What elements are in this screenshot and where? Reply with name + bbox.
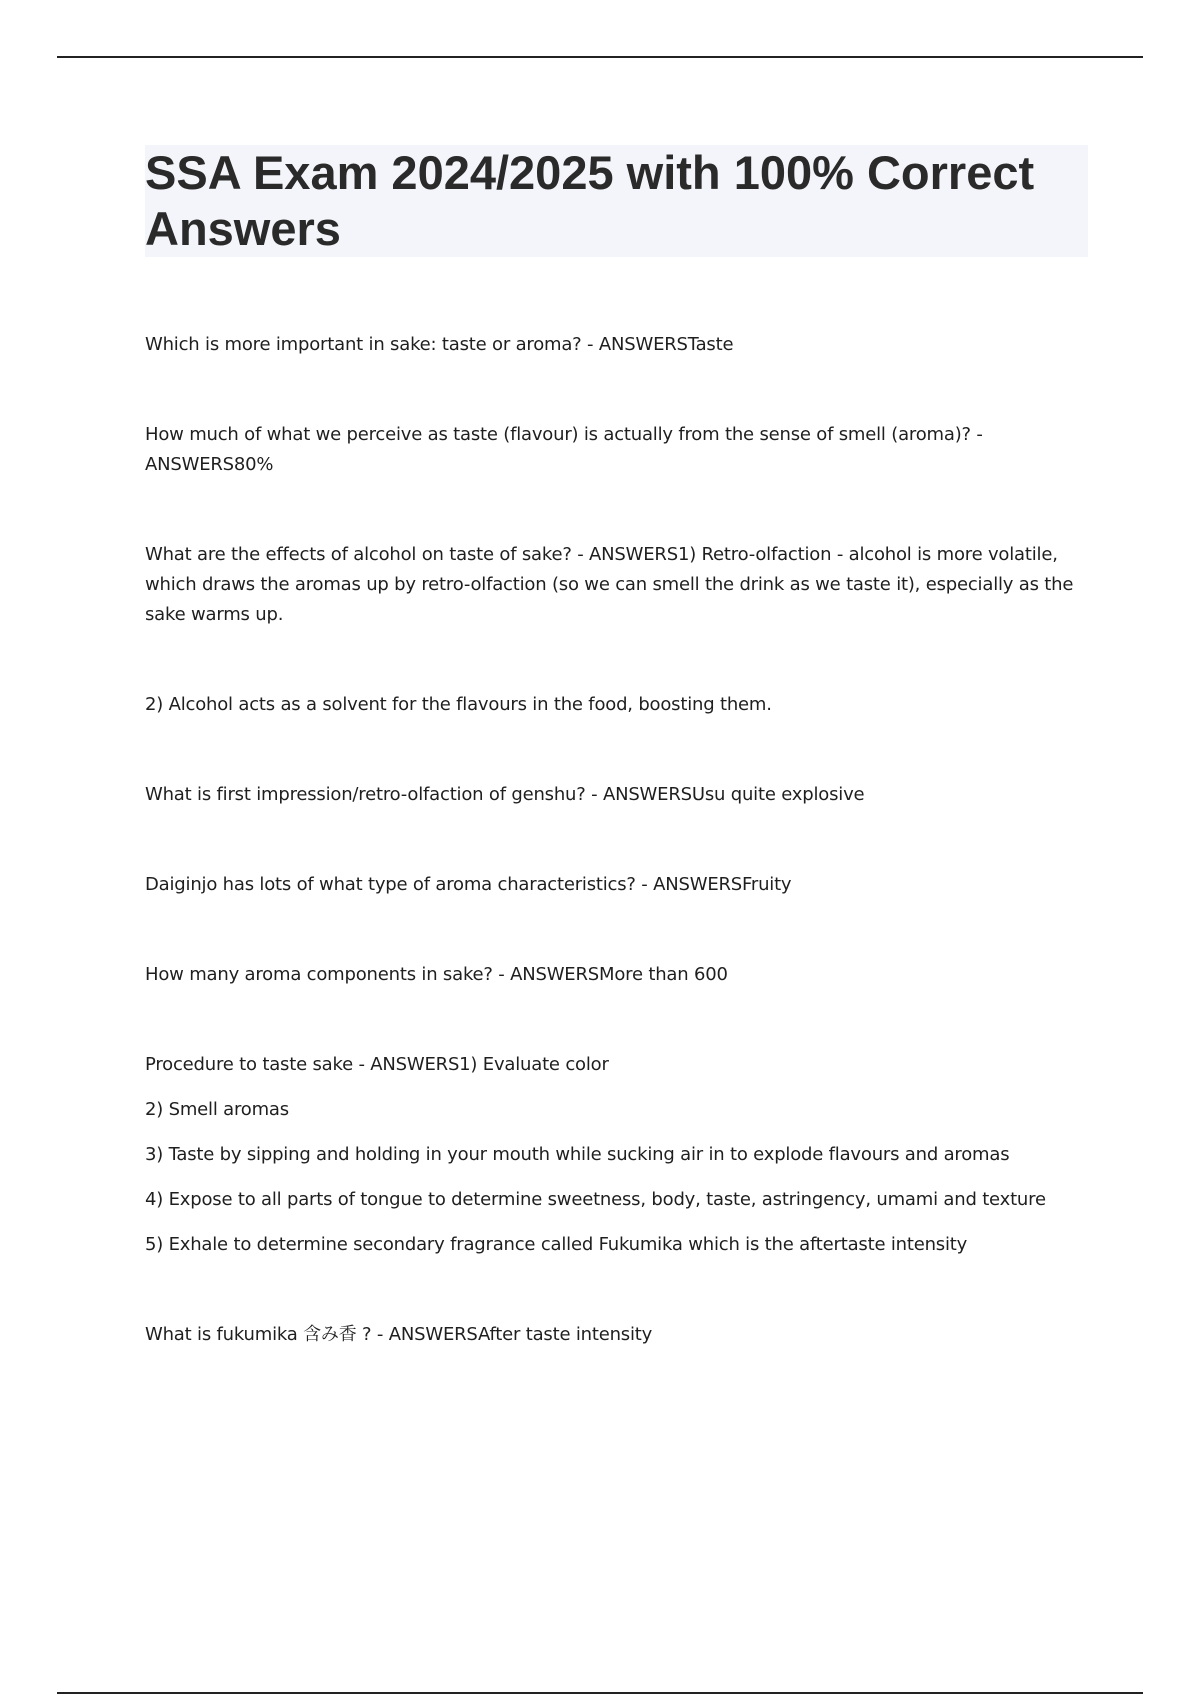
qa-paragraph: What is first impression/retro-olfaction of genshu? - ANSWERSUsu quite explosive: [145, 784, 865, 805]
qa-paragraph: Which is more important in sake: taste or aroma? - ANSWERSTaste: [145, 334, 734, 355]
bottom-divider: [57, 1692, 1143, 1694]
procedure-step: 2) Smell aromas: [145, 1099, 289, 1120]
qa-paragraph: Daiginjo has lots of what type of aroma characteristics? - ANSWERSFruity: [145, 874, 792, 895]
document-title: SSA Exam 2024/2025 with 100% Correct Answers: [145, 146, 1035, 255]
procedure-step: Procedure to taste sake - ANSWERS1) Evaluate color: [145, 1054, 609, 1075]
procedure-step: 3) Taste by sipping and holding in your mouth while sucking air in to explode flavours and aromas: [145, 1144, 1010, 1165]
document-body: [145, 330, 1085, 1350]
procedure-step: 4) Expose to all parts of tongue to determine sweetness, body, taste, astringency, umami and texture: [145, 1189, 1046, 1210]
qa-paragraph: How much of what we perceive as taste (flavour) is actually from the sense of smell (aroma)? - ANSWERS80%: [145, 424, 983, 475]
qa-paragraph: 2) Alcohol acts as a solvent for the flavours in the food, boosting them.: [145, 694, 772, 715]
qa-paragraph: What are the effects of alcohol on taste of sake? - ANSWERS1) Retro-olfaction - alcohol is more volatile, which draws the aromas up by retro-olfaction (so we can smell the drink as we taste it), especially as the sake warms up.: [145, 544, 1074, 625]
qa-paragraph: How many aroma components in sake? - ANSWERSMore than 600: [145, 964, 728, 985]
procedure-step: 5) Exhale to determine secondary fragrance called Fukumika which is the aftertaste intensity: [145, 1234, 968, 1255]
top-divider: [57, 56, 1143, 58]
qa-paragraph: What is fukumika 含み香 ? - ANSWERSAfter taste intensity: [145, 1324, 653, 1345]
